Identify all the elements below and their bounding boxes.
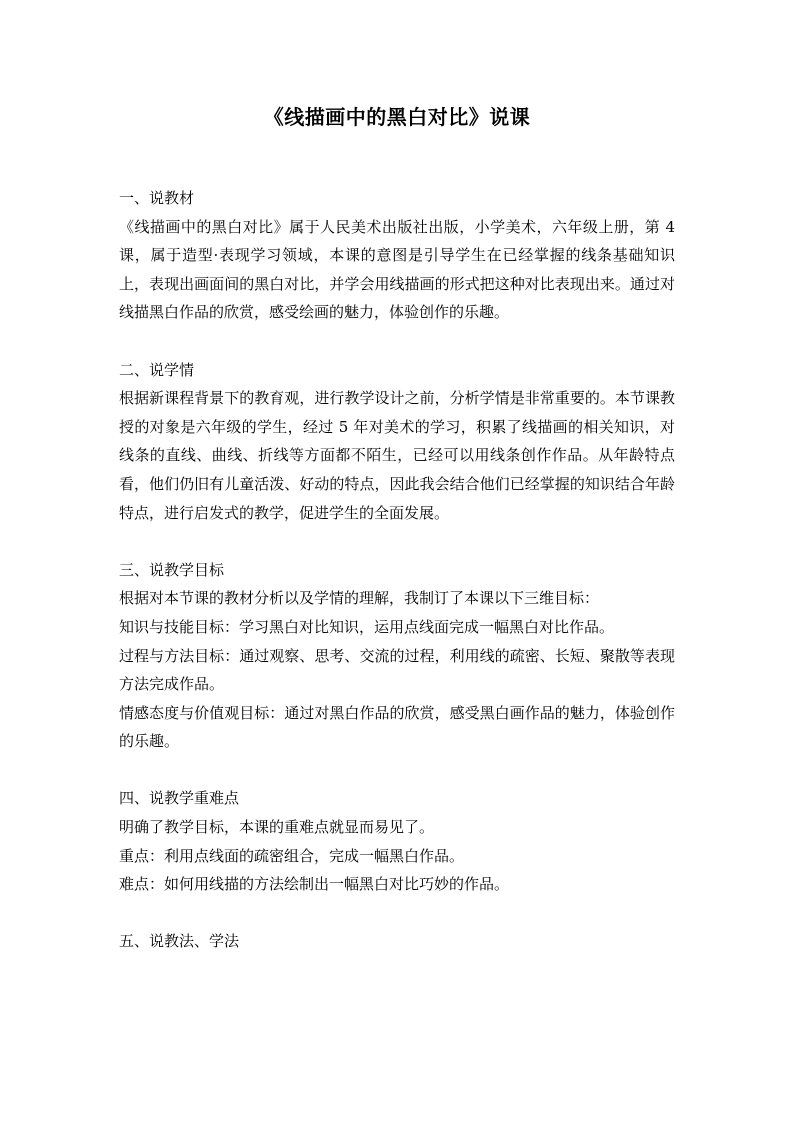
paragraph: 知识与技能目标：学习黑白对比知识，运用点线面完成一幅黑白对比作品。 [119, 617, 615, 636]
section-teaching-methods [119, 927, 675, 956]
section-textbook [119, 184, 675, 327]
paragraph: 《线描画中的黑白对比》属于人民美术出版社出版，小学美术，六年级上册，第 4 课，属于造型·表现学习领域，本课的意图是引导学生在已经掌握的线条基础知识上，表现出画面间的黑白对比，并学会用线描画的形式把这种对比表现出来。通过对线描黑白作品的欣赏，感受绘画的魅力，体验创作的乐趣。 [119, 217, 675, 322]
paragraph: 根据对本节课的教材分析以及学情的理解，我制订了本课以下三维目标： [119, 589, 600, 608]
section-student-analysis [119, 356, 675, 528]
section-key-difficult-points [119, 784, 675, 898]
document-body [119, 184, 675, 956]
paragraph: 重点：利用点线面的疏密组合，完成一幅黑白作品。 [119, 846, 465, 865]
paragraph: 明确了教学目标，本课的重难点就显而易见了。 [119, 818, 435, 837]
section-heading: 五、说教法、学法 [119, 932, 240, 951]
paragraph: 情感态度与价值观目标：通过对黑白作品的欣赏，感受黑白画作品的魅力，体验创作的乐趣。 [119, 703, 675, 751]
section-heading: 一、说教材 [119, 189, 195, 207]
paragraph: 根据新课程背景下的教育观，进行教学设计之前，分析学情是非常重要的。本节课教授的对象是六年级的学生，经过 5 年对美术的学习，积累了线描画的相关知识，对线条的直线、曲线、折线等方面都不陌生，已经可以用线条创作作品。从年龄特点看，他们仍旧有儿童活泼、好动的特点，因此我会结合他们已经掌握的知识结合年龄特点，进行启发式的教学，促进学生的全面发展。 [119, 389, 675, 522]
document-title: 《线描画中的黑白对比》说课 [263, 105, 531, 129]
section-heading: 三、说教学目标 [119, 560, 225, 579]
paragraph: 难点：如何用线描的方法绘制出一幅黑白对比巧妙的作品。 [119, 875, 510, 894]
section-heading: 二、说学情 [119, 360, 195, 379]
section-heading: 四、说教学重难点 [119, 789, 240, 808]
section-teaching-objectives [119, 556, 675, 756]
paragraph: 过程与方法目标：通过观察、思考、交流的过程，利用线的疏密、长短、聚散等表现方法完成作品。 [119, 646, 675, 694]
